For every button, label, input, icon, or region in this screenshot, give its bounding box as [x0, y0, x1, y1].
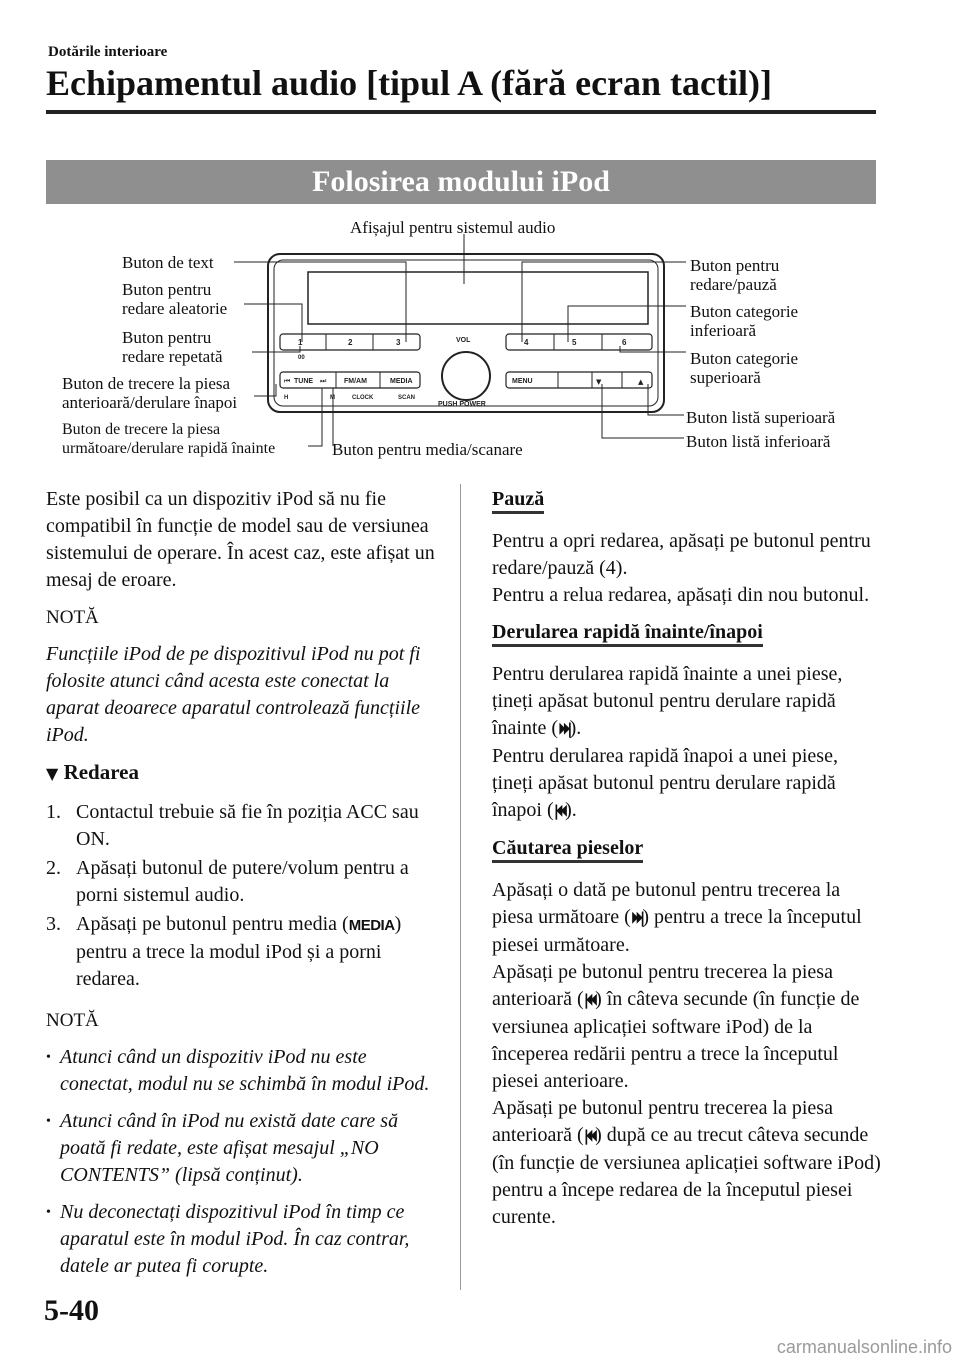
- preset-2-label: 2: [348, 338, 353, 347]
- list-up-icon: ▲: [638, 378, 644, 386]
- derulare-paragraph: Pentru derularea rapidă înapoi a unei piese, țineți apăsat butonul pentru derulare rapidă înapoi (|⏴⏴).: [492, 745, 838, 821]
- pauza-paragraph: Pentru a opri redarea, apăsați pe butonul pentru redare/pauză (4).: [492, 530, 871, 579]
- section-label: Dotările interioare: [48, 44, 168, 60]
- volume-knob: [442, 352, 490, 400]
- rewind-icon: |⏴⏴: [583, 1127, 596, 1145]
- intro-paragraph: Este posibil ca un dispozitiv iPod să nu fie compatibil în funcție de model sau de versiunea sistemului de operare. În acest caz, este afișat un mesaj de eroare.: [46, 488, 435, 591]
- callout-media-scan: Buton pentru media/scanare: [332, 440, 523, 459]
- derulare-heading: Derularea rapidă înainte/înapoi: [492, 620, 763, 647]
- audio-unit-diagram: [46, 210, 876, 470]
- note-bullet: • Atunci când în iPod nu există date care să poată fi redate, este afișat mesajul „NO CONTENTS” (lipsă conținut).: [46, 1108, 441, 1189]
- callout-next-track: Buton de trecere la piesa următoare/derulare rapidă înainte: [62, 421, 276, 457]
- column-divider: [460, 484, 461, 1290]
- callout-random: Buton pentru redare aleatorie: [122, 280, 228, 318]
- preset-sub-label: 00: [298, 355, 305, 361]
- callout-list-up: Buton listă superioară: [686, 408, 836, 427]
- push-power-label: PUSH POWER: [438, 401, 486, 408]
- callout-category-down: Buton categorie inferioară: [690, 302, 799, 340]
- preset-1-label: 1: [298, 338, 303, 347]
- preset-4-label: 4: [524, 338, 529, 347]
- callout-list-down: Buton listă inferioară: [686, 432, 831, 451]
- callout-play-pause: Buton pentru redare/pauză: [690, 256, 780, 294]
- note-heading: NOTĂ: [46, 1010, 99, 1031]
- step-item: 2. Apăsați butonul de putere/volum pentru a porni sistemul audio.: [46, 857, 409, 906]
- fast-forward-icon: ⏵⏵|: [630, 909, 643, 927]
- pauza-paragraph: Pentru a relua redarea, apăsați din nou butonul.: [492, 584, 870, 606]
- fast-forward-icon: ⏵⏵|: [558, 720, 570, 738]
- note-text: Funcțiile iPod de pe dispozitivul iPod nu pot fi folosite atunci când acesta este conectat la aparat deoarece aparatul controlează funcțiile iPod.: [46, 643, 421, 746]
- pauza-heading: Pauză: [492, 487, 544, 514]
- cautare-heading: Căutarea pieselor: [492, 836, 643, 863]
- prev-track-icon: ⏮: [284, 377, 291, 385]
- callout-repeat: Buton pentru redare repetată: [122, 328, 223, 366]
- rewind-icon: |⏴⏴: [583, 991, 596, 1009]
- list-down-icon: ▼: [596, 378, 602, 386]
- vol-label: VOL: [456, 337, 471, 344]
- m-label: M: [330, 395, 335, 401]
- h-label: H: [284, 395, 289, 401]
- page-number: 5-40: [44, 1294, 99, 1327]
- triangle-down-icon: ▼: [46, 764, 59, 783]
- preset-5-label: 5: [572, 338, 577, 347]
- cautare-paragraph: Apăsați o dată pe butonul pentru trecerea la piesa următoare (⏵⏵|) pentru a trece la începutul piesei următoare.: [492, 879, 862, 956]
- left-column: [46, 486, 441, 1290]
- note-heading: NOTĂ: [46, 607, 99, 628]
- fm-am-label: FM/AM: [344, 378, 367, 385]
- scan-label: SCAN: [398, 395, 416, 401]
- callout-display: Afișajul pentru sistemul audio: [350, 218, 556, 237]
- media-icon: MEDIA: [348, 917, 395, 934]
- callout-prev-track: Buton de trecere la piesa anterioară/derulare înapoi: [62, 374, 238, 412]
- preset-3-label: 3: [396, 338, 401, 347]
- tune-label: TUNE: [294, 378, 314, 385]
- cautare-paragraph: Apăsați pe butonul pentru trecerea la piesa anterioară (|⏴⏴) după ce au trecut câteva secunde (în funcție de versiunea aplicației software iPod) pentru a începe redarea de la începutul piesei curente.: [492, 1097, 881, 1228]
- callout-text-button: Buton de text: [122, 253, 214, 272]
- media-label: MEDIA: [390, 378, 413, 385]
- clock-label: CLOCK: [352, 395, 374, 401]
- callout-category-up: Buton categorie superioară: [690, 349, 799, 387]
- step-item: 1. Contactul trebuie să fie în poziția ACC sau ON.: [46, 801, 419, 850]
- note-bullet: • Atunci când un dispozitiv iPod nu este conectat, modul nu se schimbă în modul iPod.: [46, 1044, 441, 1098]
- derulare-paragraph: Pentru derularea rapidă înainte a unei piese, țineți apăsat butonul pentru derulare rapidă înainte (⏵⏵|).: [492, 663, 843, 739]
- title-rule: [46, 110, 876, 114]
- step-item: 3. Apăsați pe butonul pentru media (MEDIA) pentru a trece la modul iPod și a porni redarea.: [46, 913, 402, 990]
- right-column: [492, 486, 882, 1241]
- section-banner: Folosirea modului iPod: [46, 160, 876, 204]
- cautare-paragraph: Apăsați pe butonul pentru trecerea la piesa anterioară (|⏴⏴) în câteva secunde (în funcție de versiunea aplicației software iPod) de la începerea redării pentru a trece la începutul piesei anterioare.: [492, 961, 860, 1092]
- next-track-icon: ⏭: [320, 377, 327, 385]
- preset-6-label: 6: [622, 338, 627, 347]
- page-title: Echipamentul audio [tipul A (fără ecran tactil)]: [46, 63, 772, 103]
- note-bullet: • Nu deconectați dispozitivul iPod în timp ce aparatul este în modul iPod. În caz contrar, datele ar putea fi corupte.: [46, 1199, 441, 1280]
- watermark: carmanualsonline.info: [776, 1337, 952, 1357]
- menu-label: MENU: [512, 378, 533, 385]
- redarea-heading: ▼ Redarea: [46, 760, 139, 784]
- rewind-icon: |⏴⏴: [553, 802, 566, 820]
